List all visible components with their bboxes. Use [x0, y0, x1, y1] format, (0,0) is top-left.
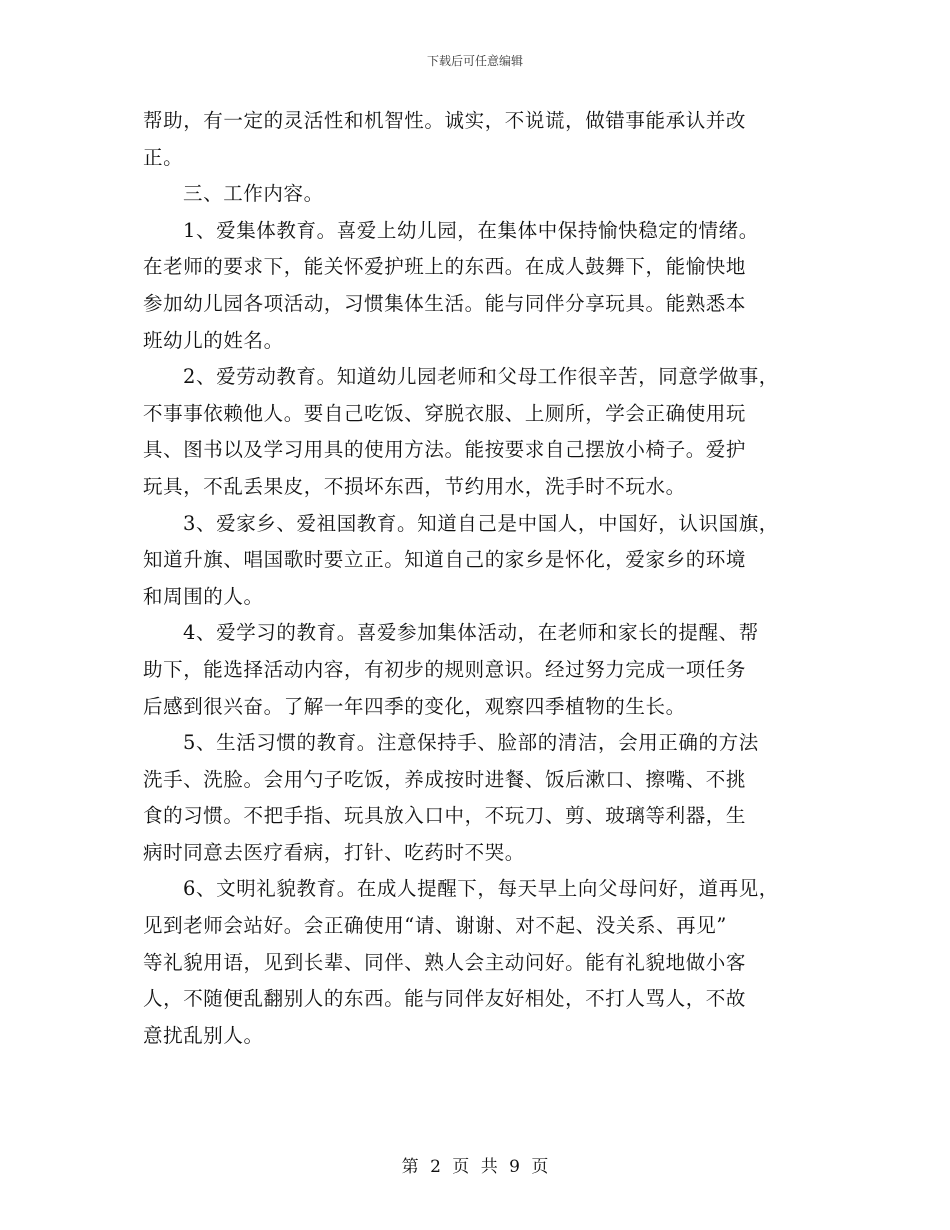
text-line: 6、文明礼貌教育。在成人提醒下，每天早上向父母问好，道再见，: [183, 877, 779, 901]
page-number: 第 2 页 共 9 页: [401, 1157, 549, 1177]
text-line: 玩具，不乱丢果皮，不损坏东西，节约用水，洗手时不玩水。: [143, 474, 686, 498]
text-line: 助下，能选择活动内容，有初步的规则意识。经过努力完成一项任务: [143, 657, 747, 681]
text-line: 3、爱家乡、爱祖国教育。知道自己是中国人，中国好，认识国旗，: [183, 511, 779, 535]
text-line: 后感到很兴奋。了解一年四季的变化，观察四季植物的生长。: [143, 694, 686, 718]
text-line: 病时同意去医疗看病，打针、吃药时不哭。: [143, 840, 525, 864]
text-line: 等礼貌用语，见到长辈、同伴、熟人会主动问好。能有礼貌地做小客: [143, 950, 747, 974]
text-line: 5、生活习惯的教育。注意保持手、脸部的清洁，会用正确的方法: [183, 731, 759, 755]
page-header: 下载后可任意编辑: [426, 54, 523, 68]
text-line: 意扰乱别人。: [143, 1023, 264, 1047]
text-line: 帮助，有一定的灵活性和机智性。诚实，不说谎，做错事能承认并改: [143, 109, 747, 132]
text-line: 知道升旗、唱国歌时要立正。知道自己的家乡是怀化，爱家乡的环境: [143, 548, 747, 572]
text-line: 1、爱集体教育。喜爱上幼儿园，在集体中保持愉快稳定的情绪。: [183, 218, 759, 242]
text-line: 参加幼儿园各项活动，习惯集体生活。能与同伴分享玩具。能熟悉本: [143, 291, 747, 315]
text-line: 在老师的要求下，能关怀爱护班上的东西。在成人鼓舞下，能愉快地: [143, 255, 747, 279]
text-line: 三、工作内容。: [183, 182, 324, 206]
text-line: 4、爱学习的教育。喜爱参加集体活动，在老师和家长的提醒、帮: [183, 621, 759, 645]
text-line: 2、爱劳动教育。知道幼儿园老师和父母工作很辛苦，同意学做事，: [183, 365, 779, 389]
text-line: 食的习惯。不把手指、玩具放入口中，不玩刀、剪、玻璃等利器，生: [143, 804, 747, 828]
text-line: 洗手、洗脸。会用勺子吃饭，养成按时进餐、饭后漱口、擦嘴、不挑: [143, 767, 747, 791]
text-line: 和周围的人。: [143, 584, 264, 608]
text-line: 不事事依赖他人。要自己吃饭、穿脱衣服、上厕所，学会正确使用玩: [143, 401, 747, 425]
text-line: 正。: [143, 145, 184, 169]
document-body: [143, 103, 808, 1054]
text-line: 具、图书以及学习用具的使用方法。能按要求自己摆放小椅子。爱护: [143, 438, 747, 462]
text-line: 人，不随便乱翻别人的东西。能与同伴友好相处，不打人骂人，不故: [143, 987, 747, 1011]
text-line: 见到老师会站好。会正确使用“请、谢谢、对不起、没关系、再见”: [143, 914, 727, 938]
text-line: 班幼儿的姓名。: [143, 328, 284, 352]
